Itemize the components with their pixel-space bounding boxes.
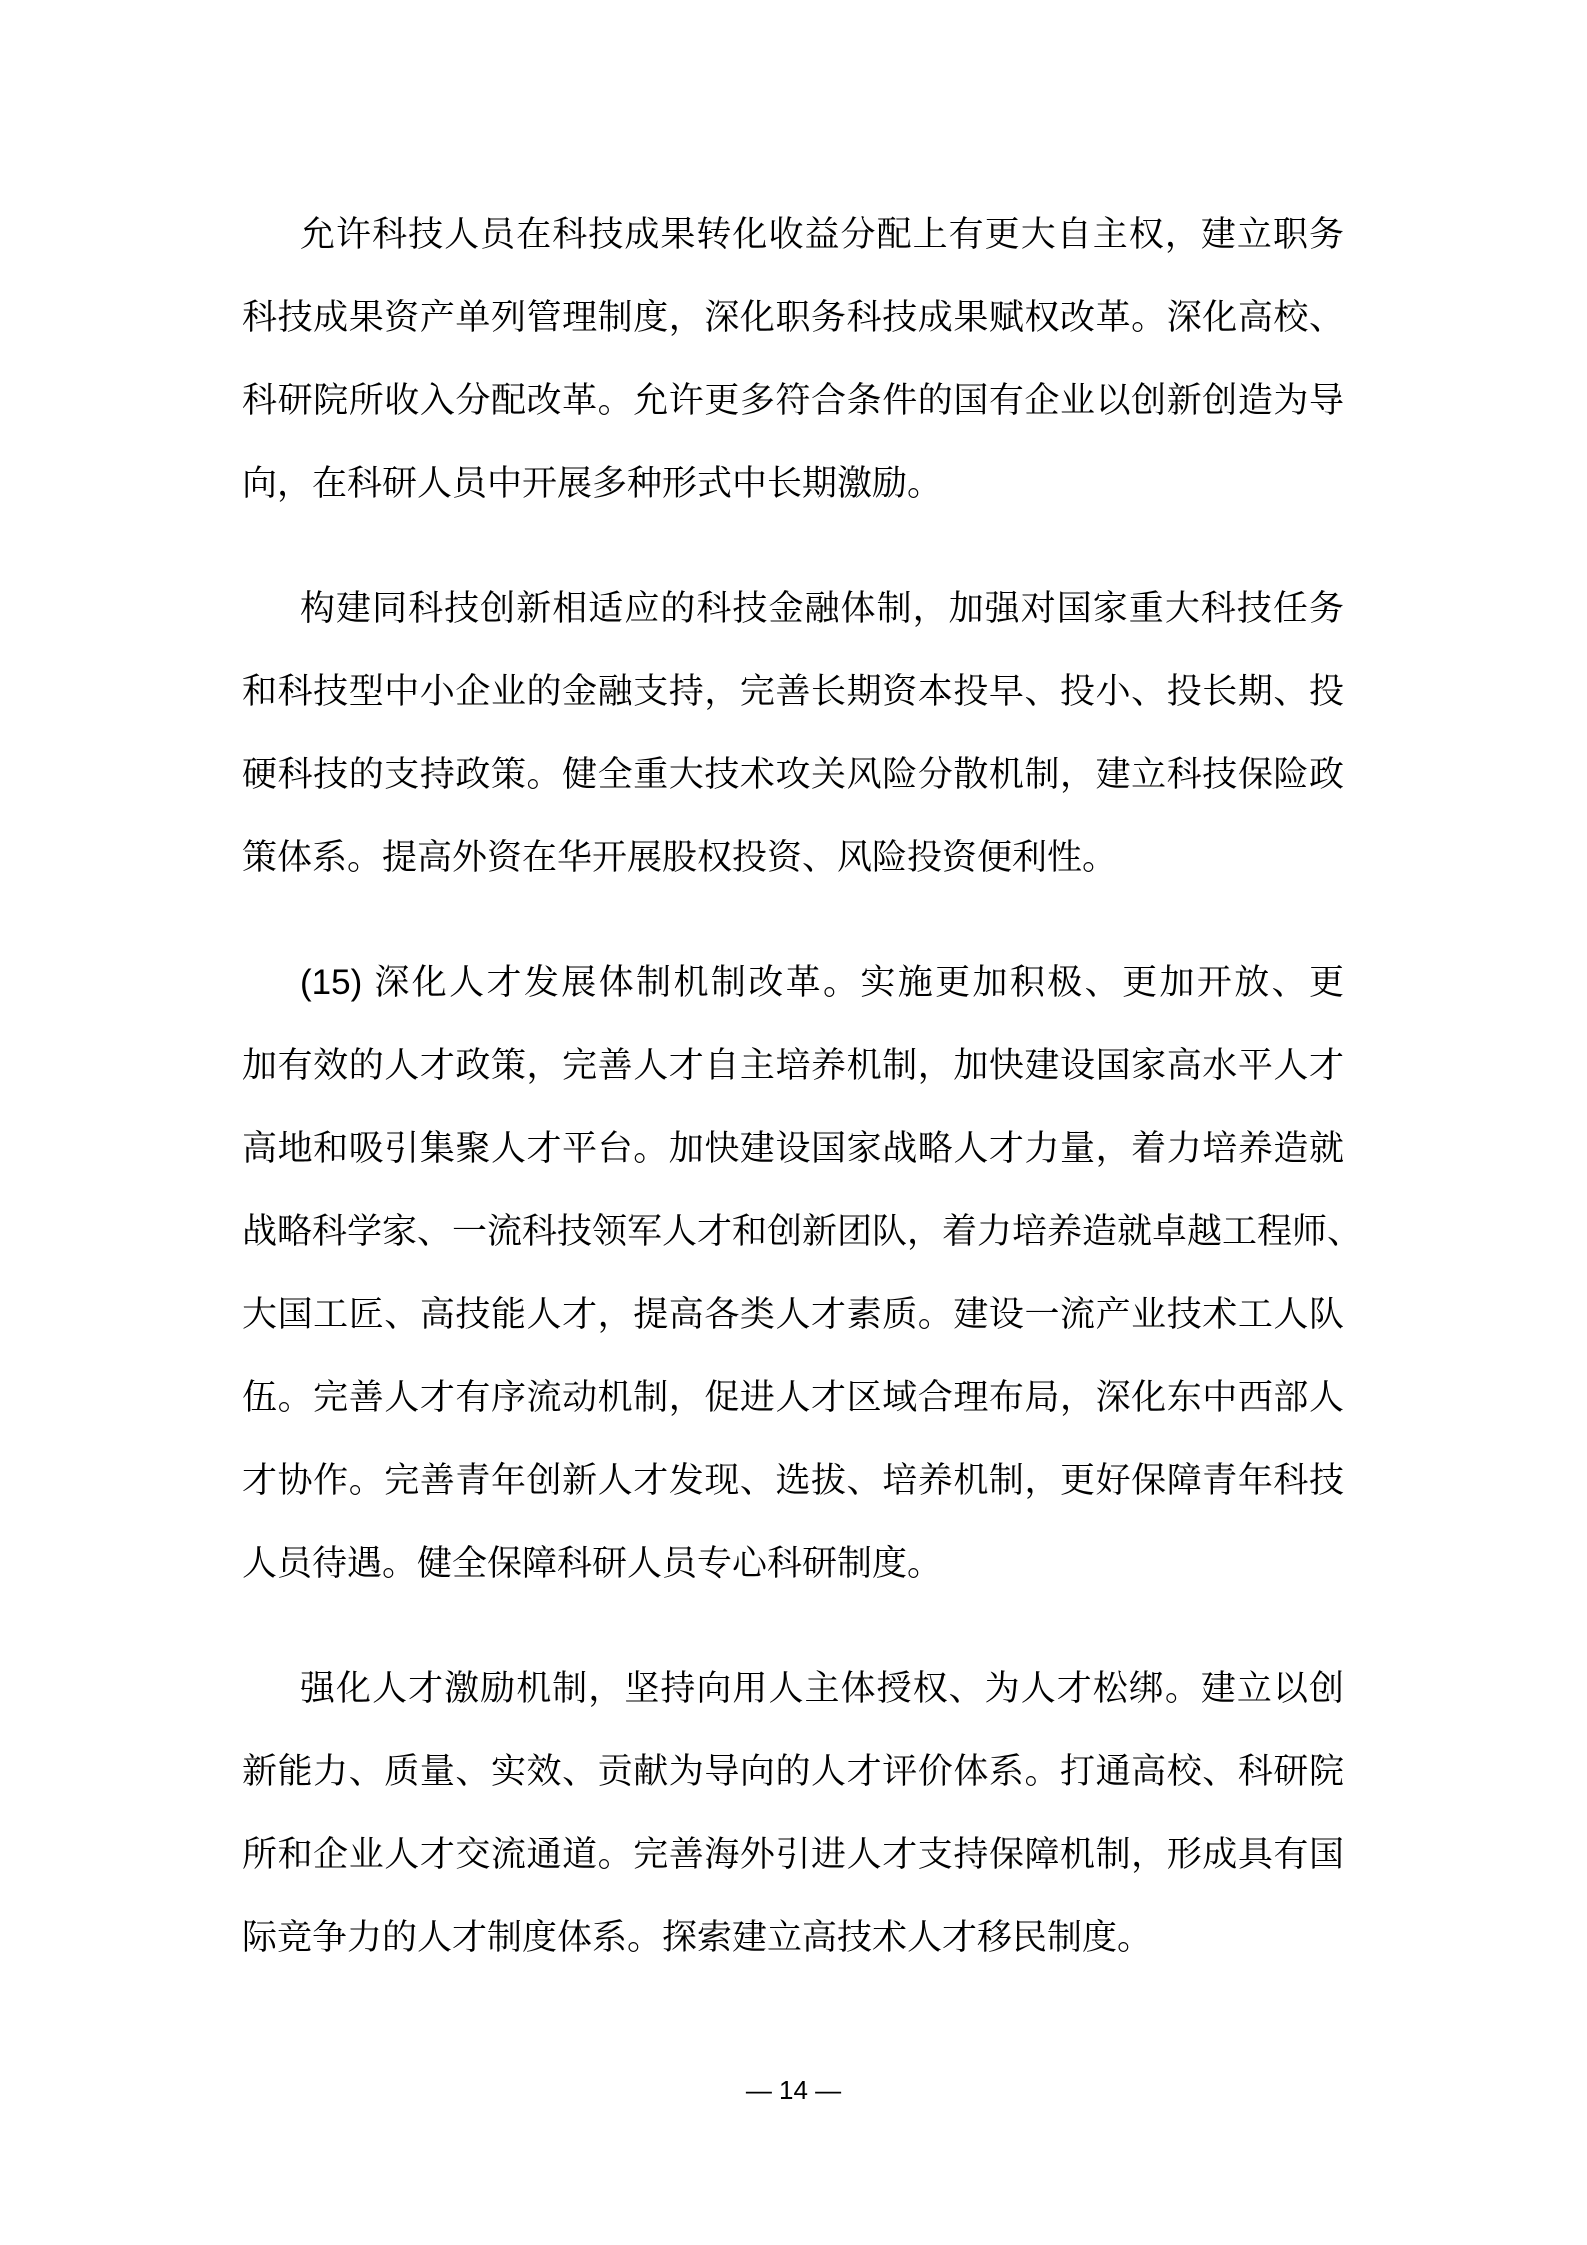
text-line: 允许科技人员在科技成果转化收益分配上有更大自主权，建立职务: [300, 215, 1344, 254]
text-line: 高地和吸引集聚人才平台。加快建设国家战略人才力量，着力培养造就: [242, 1129, 1344, 1168]
body-text: [242, 193, 1363, 1979]
text-line: 向，在科研人员中开展多种形式中长期激励。: [242, 464, 943, 503]
text-line: 人员待遇。健全保障科研人员专心科研制度。: [242, 1544, 943, 1583]
text-line: 伍。完善人才有序流动机制，促进人才区域合理布局，深化东中西部人: [242, 1378, 1344, 1417]
paragraph: [242, 567, 1344, 899]
text-line: 和科技型中小企业的金融支持，完善长期资本投早、投小、投长期、投: [242, 672, 1344, 711]
paragraph: [242, 1647, 1344, 1979]
text-line: 际竞争力的人才制度体系。探索建立高技术人才移民制度。: [242, 1918, 1153, 1957]
text-line: 所和企业人才交流通道。完善海外引进人才支持保障机制，形成具有国: [242, 1835, 1344, 1874]
text-line: 才协作。完善青年创新人才发现、选拔、培养机制，更好保障青年科技: [242, 1461, 1344, 1500]
paragraph: [242, 193, 1344, 525]
text-line: 强化人才激励机制，坚持向用人主体授权、为人才松绑。建立以创: [300, 1669, 1344, 1708]
page-number: — 14 —: [745, 2075, 842, 2105]
text-line: 科研院所收入分配改革。允许更多符合条件的国有企业以创新创造为导: [242, 381, 1344, 420]
text-line: 新能力、质量、实效、贡献为导向的人才评价体系。打通高校、科研院: [242, 1752, 1344, 1791]
text-line: 加有效的人才政策，完善人才自主培养机制，加快建设国家高水平人才: [242, 1046, 1344, 1085]
text-line: 大国工匠、高技能人才，提高各类人才素质。建设一流产业技术工人队: [242, 1295, 1344, 1334]
text-line: 构建同科技创新相适应的科技金融体制，加强对国家重大科技任务: [300, 589, 1344, 628]
text-line: 战略科学家、一流科技领军人才和创新团队，着力培养造就卓越工程师、: [242, 1212, 1363, 1251]
paragraph: [242, 941, 1363, 1605]
text-line: 策体系。提高外资在华开展股权投资、风险投资便利性。: [242, 838, 1118, 877]
text-line: (15) 深化人才发展体制机制改革。实施更加积极、更加开放、更: [300, 963, 1344, 1002]
text-line: 硬科技的支持政策。健全重大技术攻关风险分散机制，建立科技保险政: [242, 755, 1344, 794]
text-line: 科技成果资产单列管理制度，深化职务科技成果赋权改革。深化高校、: [242, 298, 1344, 337]
